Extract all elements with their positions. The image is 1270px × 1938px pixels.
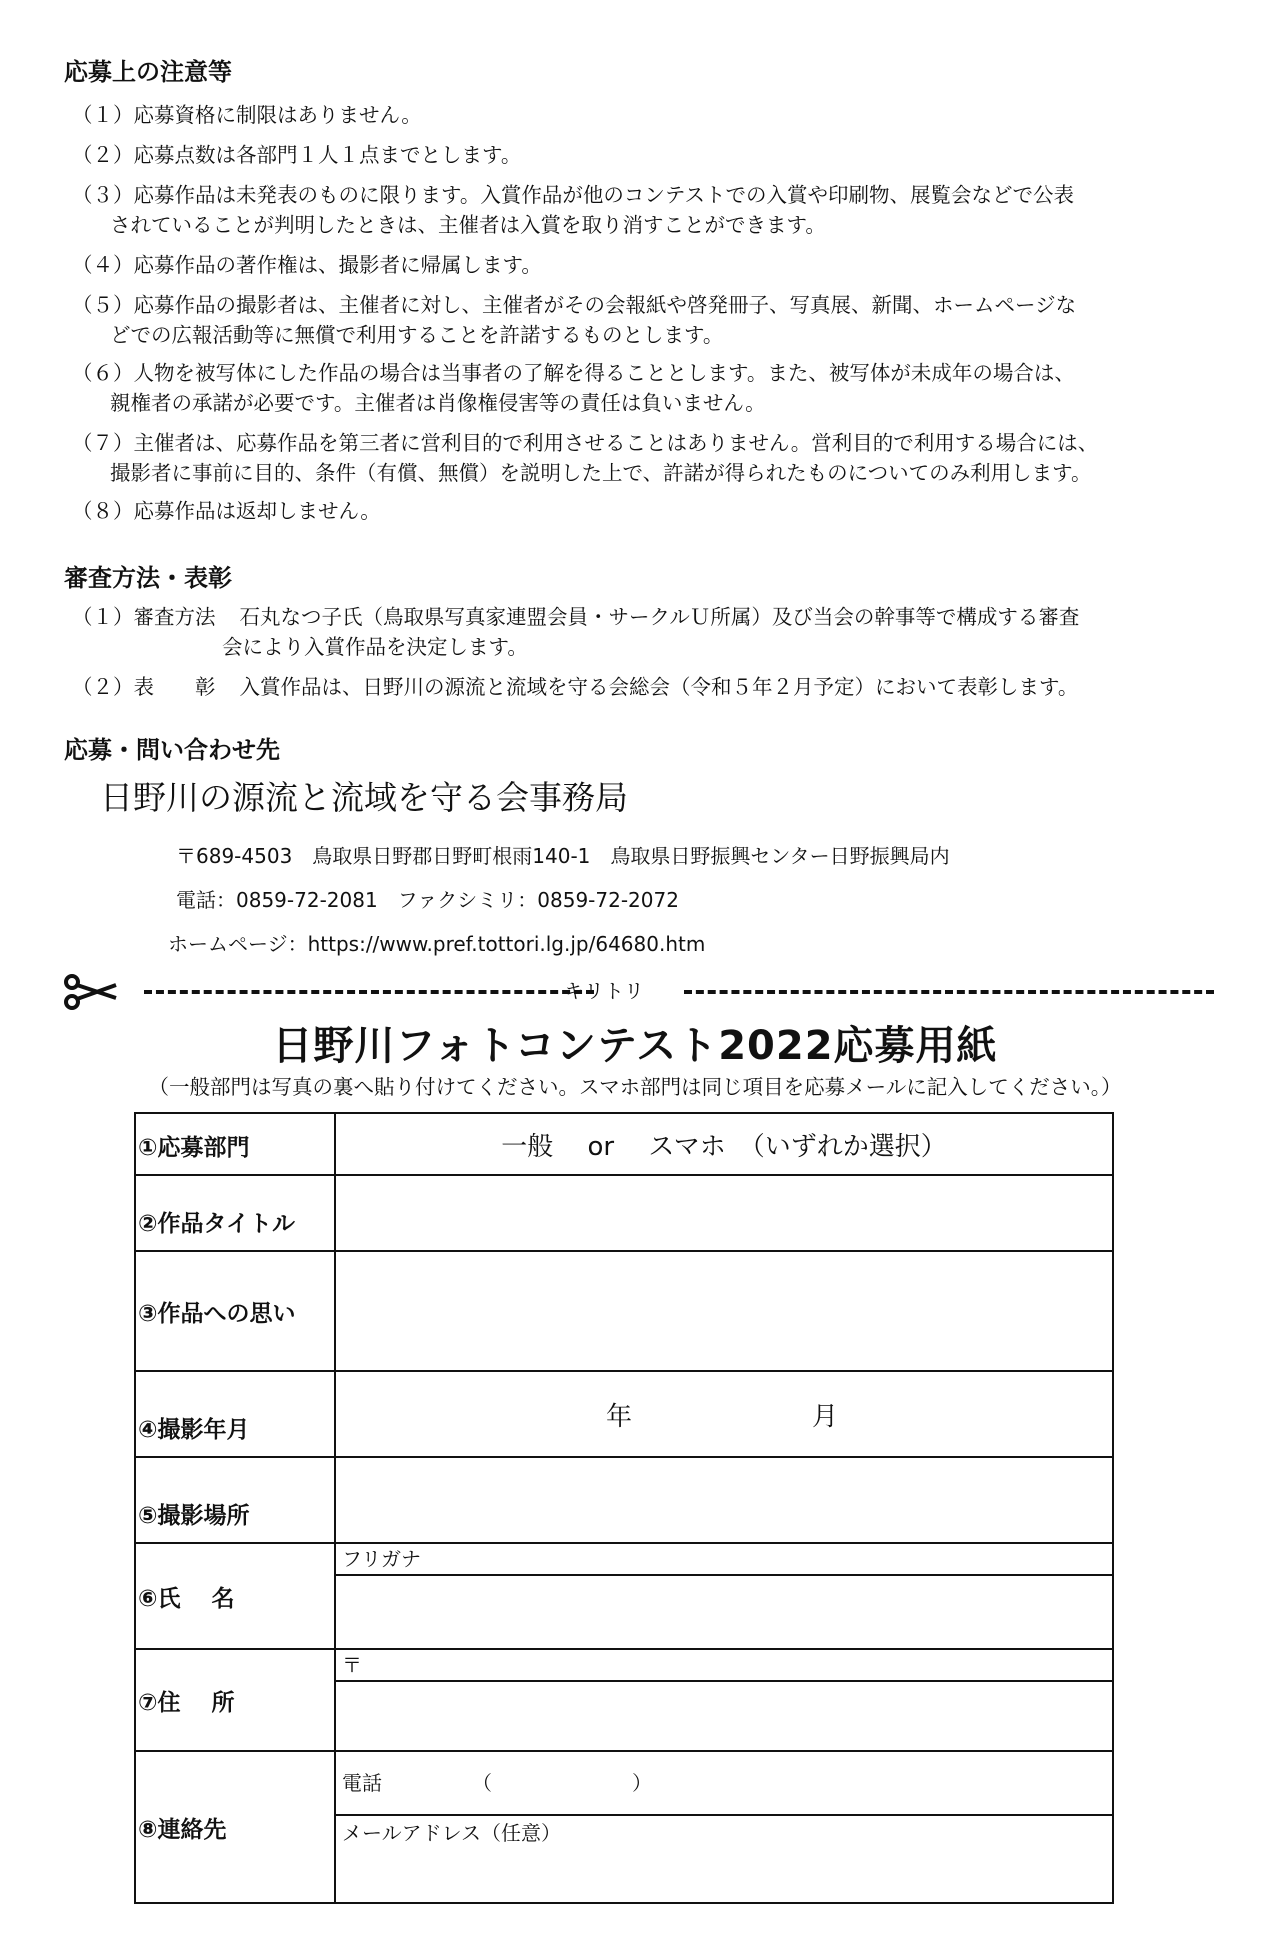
- row-label-thoughts: ③作品への思い: [135, 1251, 335, 1371]
- title-field[interactable]: [335, 1175, 1113, 1251]
- furigana-field[interactable]: フリガナ: [336, 1544, 1112, 1576]
- item-label: 表 彰: [133, 675, 216, 699]
- note-item-number: （５）: [72, 293, 134, 317]
- note-item-line: [72, 100, 1212, 130]
- row-label-address: ⑦住 所: [135, 1649, 335, 1751]
- note-item-text: 応募作品の撮影者は、主催者に対し、主催者がその会報紙や啓発冊子、写真展、新聞、ホームページな: [133, 293, 1077, 317]
- application-form: [134, 1112, 1114, 1904]
- item-number: （１）: [72, 605, 134, 629]
- note-item-line: どでの広報活動等に無償で利用することを許諾するものとします。: [110, 323, 724, 347]
- form-subtitle: （一般部門は写真の裏へ貼り付けてください。スマホ部門は同じ項目を応募メールに記入してください。）: [148, 1075, 1122, 1099]
- note-item-number: （４）: [72, 253, 134, 277]
- note-item-line: されていることが判明したときは、主催者は入賞を取り消すことができます。: [110, 213, 826, 237]
- row-label-title: ②作品タイトル: [135, 1175, 335, 1251]
- location-field[interactable]: [335, 1457, 1113, 1543]
- dash-line-left: [144, 990, 594, 994]
- name-field[interactable]: [336, 1576, 1112, 1648]
- note-item-line: [72, 496, 1212, 526]
- note-item-number: （２）: [72, 143, 134, 167]
- item-label: 審査方法: [133, 605, 216, 629]
- note-item-line: [72, 358, 1212, 388]
- judging-item-2: [72, 672, 1078, 702]
- note-item-line: [72, 140, 1212, 170]
- section-heading-notes: 応募上の注意等: [64, 58, 232, 86]
- section-heading-judging: 審査方法・表彰: [64, 564, 232, 592]
- note-item-line: [72, 290, 1212, 320]
- phone-field[interactable]: 電話 （ ）: [336, 1752, 1112, 1816]
- judging-item-1: [72, 602, 1079, 662]
- form-title: 日野川フォトコンテスト2022応募用紙: [272, 1023, 998, 1069]
- note-item: [72, 250, 1212, 280]
- row-label-category: ①応募部門: [135, 1113, 335, 1175]
- email-field[interactable]: メールアドレス（任意）: [342, 1821, 561, 1845]
- note-item-line: 撮影者に事前に目的、条件（有償、無償）を説明した上で、許諾が得られたものについてのみ利用します。: [110, 461, 1092, 485]
- note-item-line: [72, 180, 1212, 210]
- note-item-number: （３）: [72, 183, 134, 207]
- thoughts-field[interactable]: [335, 1251, 1113, 1371]
- contact-phone: 電話：0859-72-2081 ファクシミリ：0859-72-2072: [176, 888, 679, 912]
- note-item: [72, 180, 1212, 240]
- note-item-line: 親権者の承諾が必要です。主催者は肖像権侵害等の責任は負いません。: [110, 391, 766, 415]
- note-item-text: 人物を被写体にした作品の場合は当事者の了解を得ることとします。また、被写体が未成年の場合は、: [133, 361, 1075, 385]
- item-text-line: 会により入賞作品を決定します。: [222, 635, 528, 659]
- note-item-text: 応募作品は未発表のものに限ります。入賞作品が他のコンテストでの入賞や印刷物、展覧会などで公表: [133, 183, 1075, 207]
- category-selector[interactable]: 一般 or スマホ （いずれか選択）: [335, 1113, 1113, 1175]
- note-item: [72, 290, 1212, 350]
- org-name: 日野川の源流と流域を守る会事務局: [100, 778, 628, 817]
- name-cell: [335, 1543, 1113, 1649]
- month-label: 月: [812, 1401, 839, 1432]
- note-item: [72, 100, 1212, 130]
- note-item-number: （７）: [72, 431, 134, 455]
- note-item: [72, 358, 1212, 418]
- row-label-location: ⑤撮影場所: [135, 1457, 335, 1543]
- note-item-text: 主催者は、応募作品を第三者に営利目的で利用させることはありません。営利目的で利用する場合には、: [133, 431, 1099, 455]
- note-item-text: 応募点数は各部門１人１点までとします。: [133, 143, 522, 167]
- contact-address: 〒689-4503 鳥取県日野郡日野町根雨140-1 鳥取県日野振興センター日野振興局内: [176, 844, 950, 868]
- dash-line-right: [684, 990, 1214, 994]
- note-item-line: [72, 250, 1212, 280]
- note-item-line: [72, 428, 1212, 458]
- address-field[interactable]: [336, 1682, 1112, 1750]
- address-cell: [335, 1649, 1113, 1751]
- note-item: [72, 496, 1212, 526]
- note-item-text: 応募作品は返却しません。: [133, 499, 381, 523]
- item-number: （２）: [72, 675, 134, 699]
- item-text-line: 石丸なつ子氏（鳥取県写真家連盟会員・サークルＵ所属）及び当会の幹事等で構成する審査: [239, 605, 1080, 629]
- cut-label: キリトリ: [564, 979, 644, 1003]
- item-text: 入賞作品は、日野川の源流と流域を守る会総会（令和５年２月予定）において表彰します。: [239, 675, 1079, 699]
- year-label: 年: [606, 1401, 633, 1432]
- postal-code-field[interactable]: 〒: [336, 1650, 1112, 1682]
- note-item-number: （６）: [72, 361, 134, 385]
- row-label-name: ⑥氏 名: [135, 1543, 335, 1649]
- contact-homepage[interactable]: ホームページ：https://www.pref.tottori.lg.jp/64680.htm: [168, 932, 706, 956]
- cut-line: [64, 972, 1214, 1012]
- row-label-contact: ⑧連絡先: [135, 1751, 335, 1903]
- note-item-number: （１）: [72, 103, 134, 127]
- note-item-number: （８）: [72, 499, 134, 523]
- date-field[interactable]: [335, 1371, 1113, 1457]
- row-label-date: ④撮影年月: [135, 1371, 335, 1457]
- section-heading-contact: 応募・問い合わせ先: [64, 736, 280, 764]
- note-item-text: 応募作品の著作権は、撮影者に帰属します。: [133, 253, 542, 277]
- note-item-text: 応募資格に制限はありません。: [133, 103, 422, 127]
- contact-cell: [335, 1751, 1113, 1903]
- note-item: [72, 140, 1212, 170]
- note-item: [72, 428, 1212, 488]
